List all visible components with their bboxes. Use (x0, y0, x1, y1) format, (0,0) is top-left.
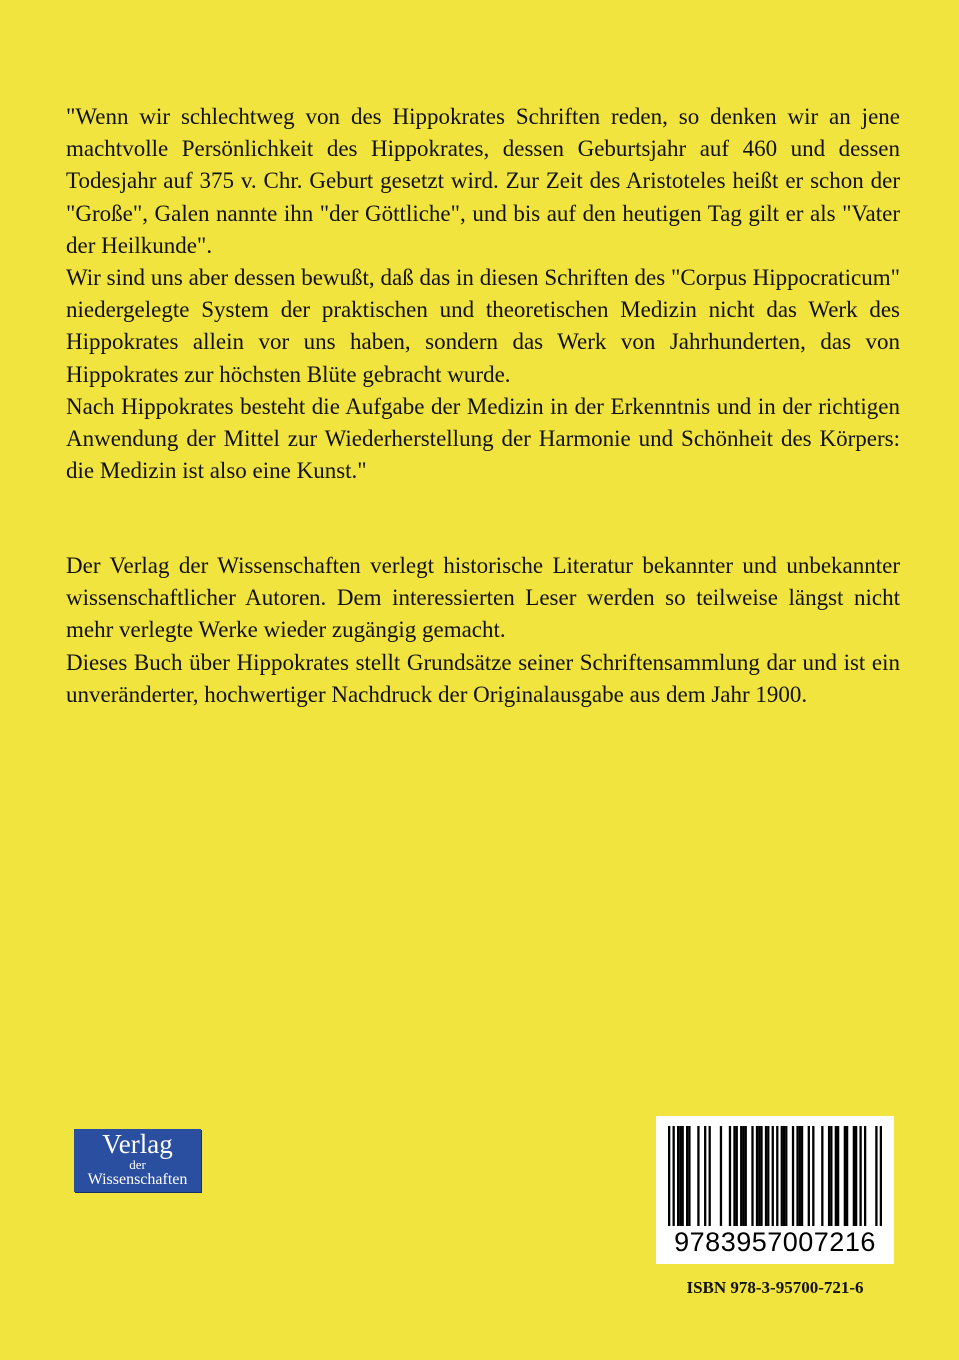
barcode-bar (828, 1126, 830, 1226)
barcode-bar (736, 1126, 738, 1226)
publisher-logo (74, 1129, 201, 1192)
publisher-paragraph-2: Dieses Buch über Hippokrates stellt Grundsätze seiner Schriftensammlung dar und ist ein unveränderter, hochwertiger Nachdruck der Originalausgabe aus dem Jahr 1900. (66, 649, 900, 707)
barcode-bar (844, 1126, 846, 1226)
barcode-bar (709, 1126, 711, 1226)
barcode-bars (668, 1126, 882, 1226)
barcode-bar (808, 1126, 810, 1226)
barcode-bar (742, 1126, 744, 1226)
barcode-bar (812, 1126, 814, 1226)
barcode-bar (686, 1126, 688, 1226)
barcode-bar (673, 1126, 675, 1226)
barcode-bar (796, 1126, 798, 1226)
barcode-bar (745, 1126, 747, 1226)
barcode-bar (765, 1126, 767, 1226)
barcode-bar (729, 1126, 731, 1226)
barcode-bar (704, 1126, 706, 1226)
barcode-bar (846, 1126, 848, 1226)
barcode-bar (821, 1126, 823, 1226)
barcode-bar (799, 1126, 801, 1226)
barcode-bar (875, 1126, 877, 1226)
barcode-bar (740, 1126, 742, 1226)
barcode-bar (801, 1126, 803, 1226)
barcode-bar (697, 1126, 699, 1226)
publisher-paragraph-1: Der Verlag der Wissenschaften verlegt historische Literatur bekannter und unbekannter wissenschaftlicher Autoren. Dem interessierten Leser werden so teilweise längst nicht mehr verlegte Werke wieder zugängig gemacht. (66, 553, 900, 643)
barcode-bar (767, 1126, 769, 1226)
barcode-bar (880, 1126, 882, 1226)
barcode (656, 1116, 894, 1264)
logo-line-wissenschaften: Wissenschaften (87, 1171, 188, 1188)
isbn-label: ISBN 978-3-95700-721-6 (686, 1278, 864, 1297)
logo-line-der: der (129, 1157, 146, 1172)
barcode-bar (668, 1126, 670, 1226)
barcode-bar (751, 1126, 753, 1226)
barcode-bar (783, 1126, 785, 1226)
barcode-bar (758, 1126, 760, 1226)
barcode-bar (682, 1126, 684, 1226)
barcode-bar (720, 1126, 722, 1226)
barcode-bar (776, 1126, 778, 1226)
blurb-paragraph-3: Nach Hippokrates besteht die Aufgabe der Medizin in der Erkenntnis und in der richtigen Anwendung der Mittel zur Wiederherstellung der Harmonie und Schönheit des Körpers: die Medizin ist also eine Kunst." (66, 393, 900, 484)
blurb-text (66, 101, 900, 487)
barcode-bar (830, 1126, 832, 1226)
barcode-bar (760, 1126, 762, 1226)
barcode-digits: 9783957007216 (674, 1227, 876, 1257)
barcode-bar (785, 1126, 787, 1226)
barcode-bar (864, 1126, 866, 1226)
barcode-bar (756, 1126, 758, 1226)
barcode-bar (859, 1126, 861, 1226)
barcode-bar (835, 1126, 837, 1226)
barcode-bar (677, 1126, 679, 1226)
publisher-description (66, 550, 900, 711)
blurb-paragraph-1: "Wenn wir schlechtweg von des Hippokrates Schriften reden, so denken wir an jene machtvolle Persönlichkeit des Hippokrates, dessen Geburtsjahr auf 460 und dessen Todesjahr auf 375 v. Chr. Geburt gesetzt wird. Zur Zeit des Aristoteles heißt er schon der "Große", Galen nannte ihn "der Göttliche", und bis auf den heutigen Tag gilt er als "Vater der Heilkunde". (66, 104, 900, 258)
barcode-bar (679, 1126, 681, 1226)
barcode-bar (837, 1126, 839, 1226)
barcode-bar (688, 1126, 690, 1226)
barcode-bar (772, 1126, 774, 1226)
barcode-bar (855, 1126, 857, 1226)
logo-line-verlag: Verlag (102, 1129, 173, 1159)
blurb-paragraph-2: Wir sind uns aber dessen bewußt, daß das in diesen Schriften des "Corpus Hippocraticum" niedergelegte System der praktischen und theoretischen Medizin nicht das Werk des Hippokrates allein vor uns haben, sondern das Werk von Jahrhunderten, das von Hippokrates zur höchsten Blüte gebracht wurde. (66, 265, 900, 387)
barcode-bar (853, 1126, 855, 1226)
barcode-bar (733, 1126, 735, 1226)
barcode-bar (781, 1126, 783, 1226)
barcode-bar (792, 1126, 794, 1226)
